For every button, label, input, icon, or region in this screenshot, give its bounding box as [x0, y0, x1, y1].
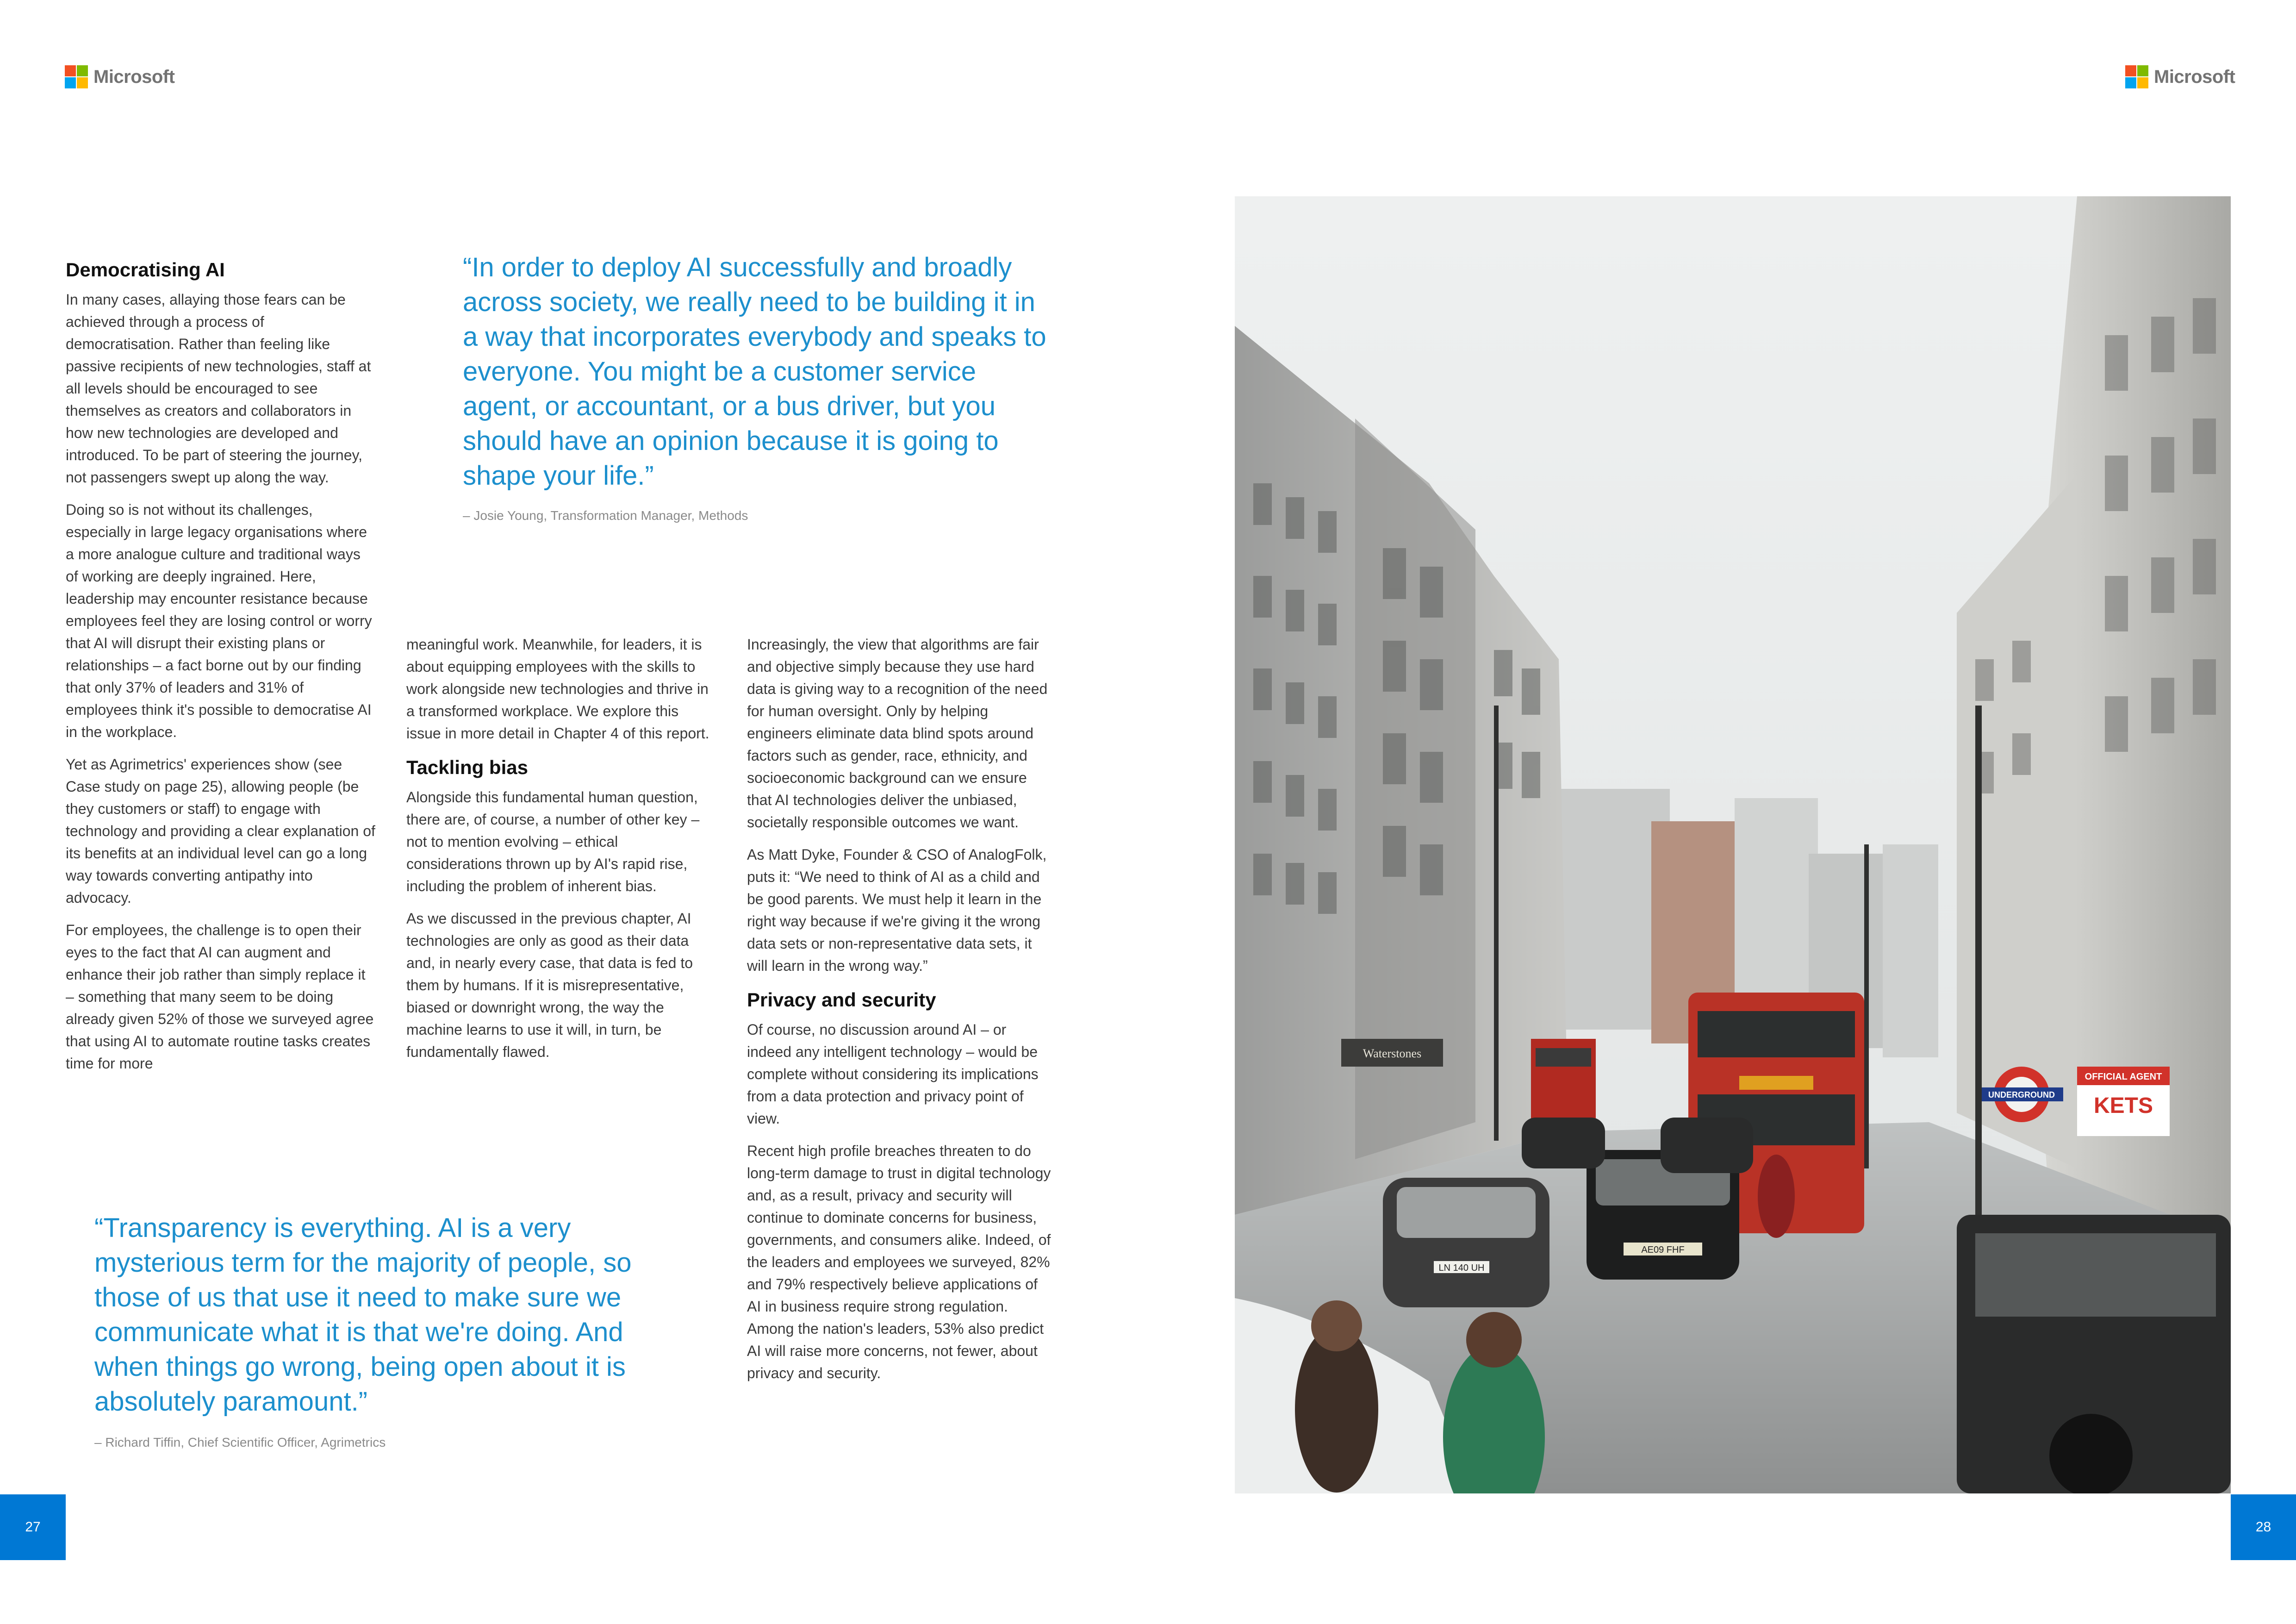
- microsoft-logo-icon: [2125, 65, 2148, 88]
- underground-sign: UNDERGROUND: [1988, 1090, 2055, 1099]
- left-column: [66, 257, 376, 1085]
- car-plate: LN 140 UH: [1438, 1263, 1485, 1273]
- body-paragraph: As Matt Dyke, Founder & CSO of AnalogFolk, puts it: “We need to think of AI as a child and be good parents. We must help it learn in the right way because if we're giving it the wrong data sets or non-representative data sets, it will learn in the wrong way.”: [747, 846, 1047, 974]
- body-paragraph: In many cases, allaying those fears can be achieved through a process of democratisation. Rather than feeling like passive recipients of new technologies, staff at all levels should be encouraged to see themselves as creators and collaborators in how new technologies are developed and introduced. To be part of steering the journey, not passengers swept up along the way.: [66, 291, 371, 486]
- taxi-plate: AE09 FHF: [1641, 1245, 1685, 1255]
- microsoft-logo-left: [65, 65, 175, 89]
- body-paragraph: Of course, no discussion around AI – or indeed any intelligent technology – would be complete without considering its implications from a data protection and privacy point of view.: [747, 1021, 1039, 1127]
- body-paragraph: Alongside this fundamental human question, there are, of course, a number of other key – not to mention evolving – ethical considerations thrown up by AI's rapid rise, including the problem of inherent bias.: [406, 789, 700, 894]
- london-street-photo: [1235, 196, 2231, 1493]
- microsoft-logo-right: [2125, 65, 2235, 89]
- page-number-left: 27: [0, 1494, 66, 1560]
- section-heading-tackling-bias: Tackling bias: [406, 756, 528, 778]
- section-heading-democratising-ai: Democratising AI: [66, 259, 225, 281]
- body-paragraph: meaningful work. Meanwhile, for leaders, it is about equipping employees with the skills to work alongside new technologies and thrive in a transformed workplace. We explore this issue in more detail in Chapter 4 of this report.: [406, 636, 709, 742]
- body-paragraph: Increasingly, the view that algorithms are fair and objective simply because they use hard data is giving way to a recognition of the need for human oversight. Only by helping engineers eliminate data blind spots around factors such as gender, race, ethnicity, and socioeconomic background can we ensure that AI technologies deliver the unbiased, societally responsible outcomes we want.: [747, 636, 1048, 831]
- page-number-right: 28: [2231, 1494, 2296, 1560]
- body-paragraph: As we discussed in the previous chapter, AI technologies are only as good as their data and, in nearly every case, that data is fed to them by humans. If it is misrepresentative, biased or downright wrong, the way the machine learns to use it will, in turn, be fundamentally flawed.: [406, 910, 693, 1060]
- pull-quote-bottom: “Transparency is everything. AI is a very mysterious term for the majority of people, so those of us that use it need to make sure we communicate what it is that we're doing. And when things go wrong, being open about it is absolutely paramount.”: [94, 1213, 632, 1417]
- agent-sign: OFFICIAL AGENT: [2084, 1072, 2162, 1082]
- street-scene-illustration: [1235, 196, 2231, 1493]
- shop-sign: Waterstones: [1363, 1047, 1422, 1060]
- middle-column: [406, 633, 710, 1073]
- microsoft-wordmark: Microsoft: [2154, 66, 2235, 87]
- body-paragraph: Doing so is not without its challenges, especially in large legacy organisations where a more analogue culture and traditional ways of working are deeply ingrained. Here, leadership may encounter resistance because employees feel they are losing control or worry that AI will disrupt their existing plans or relationships – a fact borne out by our finding that only 37% of leaders and 31% of employees think it's possible to democratise AI in the workplace.: [66, 501, 372, 740]
- body-paragraph: For employees, the challenge is to open their eyes to the fact that AI can augment and enhance their job rather than simply replace it – something that many seem to be doing already given 52% of those we surveyed agree that using AI to automate routine tasks creates time for more: [66, 922, 374, 1072]
- body-paragraph: Yet as Agrimetrics' experiences show (see Case study on page 25), allowing people (be they customers or staff) to engage with technology and providing a clear explanation of its benefits at an individual level can go a long way towards converting antipathy into advocacy.: [66, 756, 375, 906]
- section-heading-privacy-and-security: Privacy and security: [747, 989, 936, 1011]
- pull-quote-top-attribution: – Josie Young, Transformation Manager, Methods: [463, 508, 748, 523]
- right-column: [747, 633, 1054, 1394]
- pull-quote-top: “In order to deploy AI successfully and broadly across society, we really need to be building it in a way that incorporates everybody and speaks to everyone. You might be a customer service agent, or accountant, or a bus driver, but you should have an opinion because it is going to shape your life.”: [463, 252, 1046, 491]
- microsoft-logo-icon: [65, 65, 88, 88]
- tickets-sign: KETS: [2093, 1093, 2153, 1118]
- body-paragraph: Recent high profile breaches threaten to do long-term damage to trust in digital technology and, as a result, privacy and security will continue to dominate concerns for business, governments, and consumers alike. Indeed, of the leaders and employees we surveyed, 82% and 79% respectively believe applications of AI in business require strong regulation. Among the nation's leaders, 53% also predict AI will raise more concerns, not fewer, about privacy and security.: [747, 1143, 1051, 1381]
- pull-quote-bottom-attribution: – Richard Tiffin, Chief Scientific Officer, Agrimetrics: [94, 1435, 386, 1449]
- microsoft-wordmark: Microsoft: [93, 66, 175, 87]
